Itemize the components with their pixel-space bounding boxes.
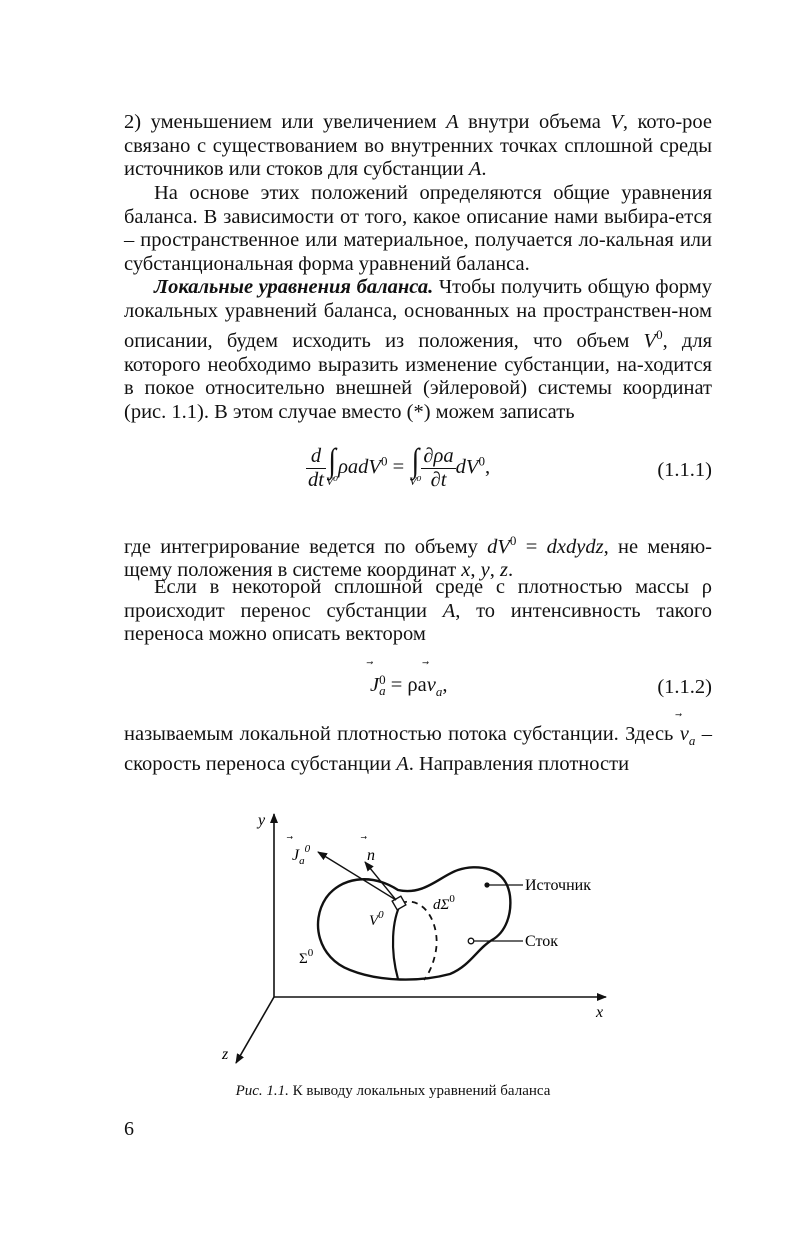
figure-caption: Рис. 1.1. К выводу локальных уравнений баланса bbox=[235, 1083, 551, 1099]
y-axis-label: y bbox=[258, 812, 266, 829]
source-label: Источник bbox=[525, 877, 591, 894]
paragraph-1: 2) уменьшением или увеличением A внутри объема V, кото-рое связано с существованием во внутренних точках сплошной среды источников или стоков для субстанции A. bbox=[124, 111, 712, 181]
surface-element-label: $d\Sigma^0$ bbox=[433, 893, 455, 913]
sink-point bbox=[468, 938, 474, 944]
cross-section-back bbox=[401, 902, 437, 980]
x-axis-label: x bbox=[596, 1004, 604, 1021]
paragraph-6: называемым локальной плотностью потока субстанции. Здесь $v_a$ – скорость переноса субстанции A. Направления плотности bbox=[124, 723, 713, 775]
equation-1-1-2: J 0 a = ρa $v_a$, bbox=[370, 672, 448, 700]
cross-section-front bbox=[393, 903, 401, 979]
z-axis bbox=[236, 997, 274, 1063]
flux-label: $J_a^0$ bbox=[292, 843, 311, 867]
equation-number-1: (1.1.1) bbox=[657, 459, 712, 481]
body-outline bbox=[318, 867, 510, 979]
paragraph-2: На основе этих положений определяются общие уравнения баланса. В зависимости от того, какое описание нами выбира-ется – пространственное или материальное, получается ло-кальная или субстанциональная форма уравнений баланса. bbox=[124, 182, 712, 275]
surface-label: $\Sigma^0$ bbox=[299, 947, 314, 967]
equation-number-2: (1.1.2) bbox=[657, 676, 712, 698]
normal-arrow-mark bbox=[360, 836, 367, 839]
z-axis-label: z bbox=[222, 1046, 229, 1063]
paragraph-3: Локальные уравнения баланса. Чтобы получить общую форму локальных уравнений баланса, основанных на пространствен-ном описании, будем исходить из положения, что объем $V^0$, для которого необходимо выразить изменение субстанции, на-ходится в покое относительно внешней (эйлеровой) системы координат (рис. 1.1). В этом случае вместо (*) можем записать bbox=[124, 276, 713, 423]
equation-1-1-1: $\frac{d}{dt}$ ∫ V⁰ ρadV$^0$ = ∫ V⁰ $\frac{\partial\rho a}{\partial t}$ $dV^0$, bbox=[308, 442, 491, 491]
paragraph-5: Если в некоторой сплошной среде с плотностью массы ρ происходит перенос субстанции A, то интенсивность такого переноса можно описать вектором bbox=[124, 576, 712, 646]
normal-label: n bbox=[367, 847, 375, 864]
paragraph-4: где интегрирование ведется по объему $dV^0$ = dxdydz, не меняю-щему положения в системе координат x, y, z. bbox=[124, 533, 713, 582]
sink-label: Сток bbox=[525, 933, 559, 950]
page-number: 6 bbox=[124, 1118, 134, 1140]
flux-arrow-mark bbox=[286, 836, 293, 839]
volume-label: $V^0$ bbox=[369, 909, 384, 929]
normal-vector bbox=[365, 862, 396, 900]
section-heading: Локальные уравнения баланса. bbox=[154, 276, 434, 298]
